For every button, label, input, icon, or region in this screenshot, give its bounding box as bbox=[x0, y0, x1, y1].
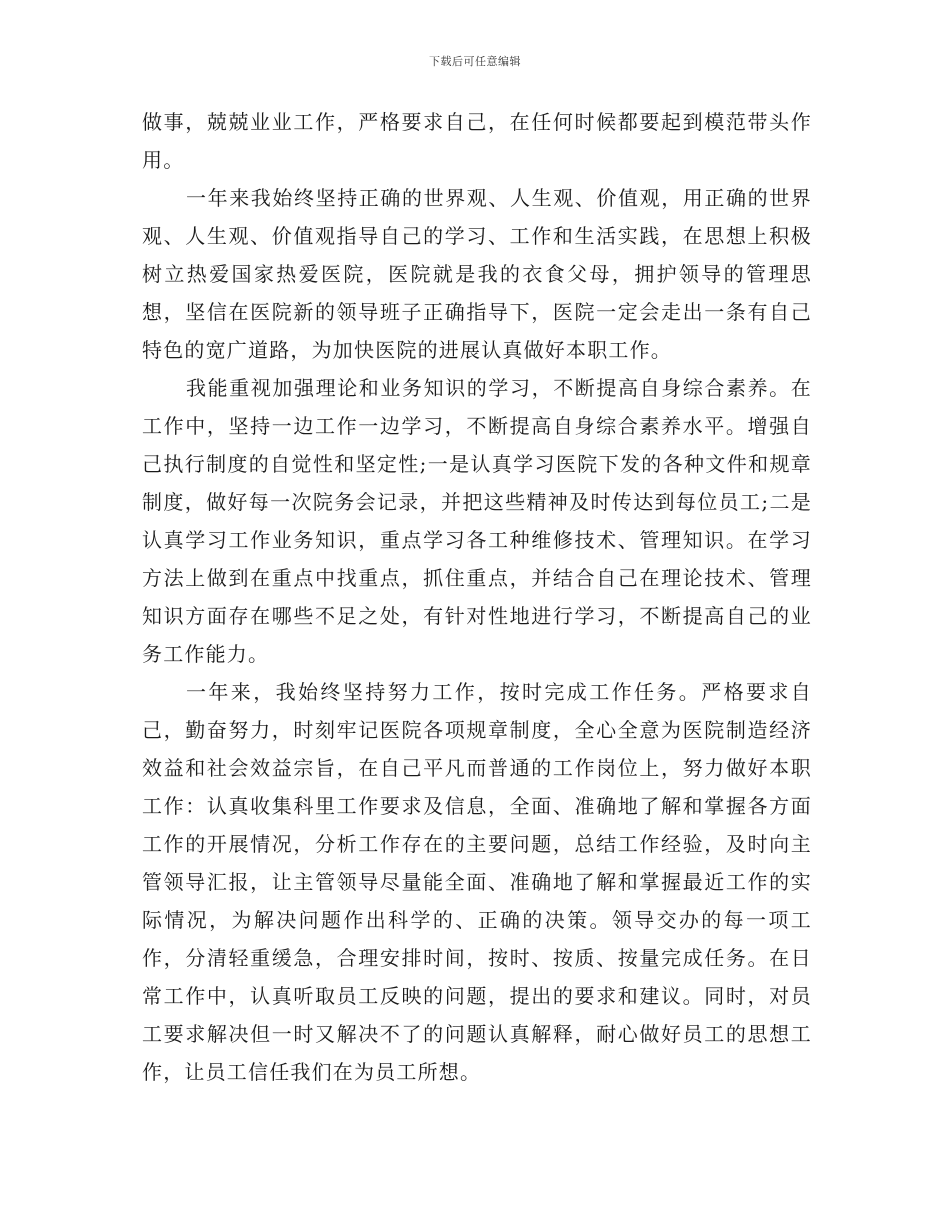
document-body bbox=[142, 103, 812, 1091]
paragraph-4: 一年来，我始终坚持努力工作，按时完成工作任务。严格要求自己，勤奋努力，时刻牢记医院各项规章制度，全心全意为医院制造经济效益和社会效益宗旨，在自己平凡而普通的工作岗位上，努力做好本职工作：认真收集科里工作要求及信息，全面、准确地了解和掌握各方面工作的开展情况，分析工作存在的主要问题，总结工作经验，及时向主管领导汇报，让主管领导尽量能全面、准确地了解和掌握最近工作的实际情况，为解决问题作出科学的、正确的决策。领导交办的每一项工作，分清轻重缓急，合理安排时间，按时、按质、按量完成任务。在日常工作中，认真听取员工反映的问题，提出的要求和建议。同时，对员工要求解决但一时又解决不了的问题认真解释，耐心做好员工的思想工作，让员工信任我们在为员工所想。 bbox=[142, 680, 812, 1084]
paragraph-1: 做事，兢兢业业工作，严格要求自己，在任何时候都要起到模范带头作用。 bbox=[142, 110, 812, 172]
page-header: 下载后可任意编辑 bbox=[429, 55, 521, 68]
paragraph-2: 一年来我始终坚持正确的世界观、人生观、价值观，用正确的世界观、人生观、价值观指导自己的学习、工作和生活实践，在思想上积极树立热爱国家热爱医院，医院就是我的衣食父母，拥护领导的管理思想，坚信在医院新的领导班子正确指导下，医院一定会走出一条有自己特色的宽广道路，为加快医院的进展认真做好本职工作。 bbox=[142, 186, 812, 362]
paragraph-3: 我能重视加强理论和业务知识的学习，不断提高自身综合素养。在工作中，坚持一边工作一边学习，不断提高自身综合素养水平。增强自己执行制度的自觉性和坚定性;一是认真学习医院下发的各种文件和规章制度，做好每一次院务会记录，并把这些精神及时传达到每位员工;二是认真学习工作业务知识，重点学习各工种维修技术、管理知识。在学习方法上做到在重点中找重点，抓住重点，并结合自己在理论技术、管理知识方面存在哪些不足之处，有针对性地进行学习，不断提高自己的业务工作能力。 bbox=[142, 376, 812, 666]
